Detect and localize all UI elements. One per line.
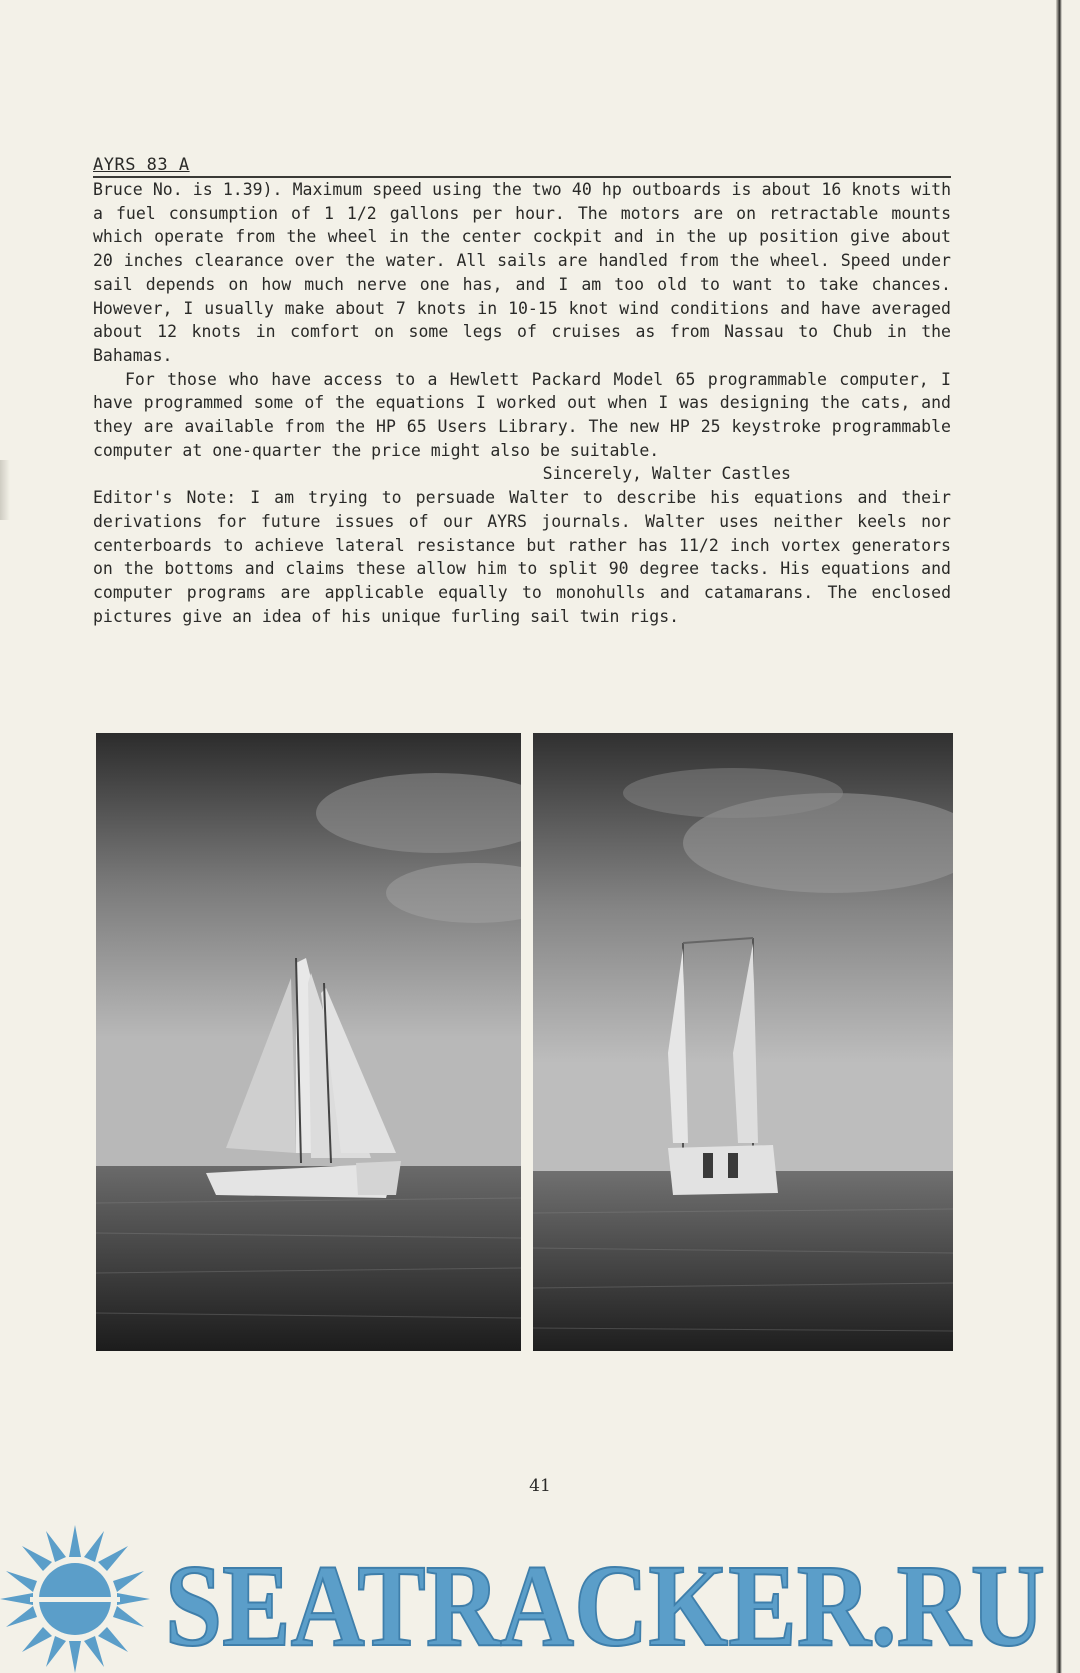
watermark-text: SEATRACKER.RU	[165, 1540, 1045, 1671]
page-number: 41	[529, 1476, 551, 1496]
page-edge	[1056, 0, 1062, 1673]
editors-note: Editor's Note: I am trying to persuade Walter to describe his equations and their derivations for future issues of our AYRS journals. Walter uses neither keels nor centerboards to achieve lateral resistance but rather has 11/2 inch vortex generators on the bottoms and claims these allow him to split 90 degree tacks. His equations and computer programs are applicable equally to monohulls and catamarans. The enclosed pictures give an idea of his unique furling sail twin rigs.	[93, 488, 951, 626]
sun-logo-icon	[0, 1525, 150, 1673]
paragraph-1: Bruce No. is 1.39). Maximum speed using the two 40 hp outboards is about 16 knots with a fuel consumption of 1 1/2 gallons per hour. The motors are on retractable mounts which operate from the wheel in the center cockpit and in the up position give about 20 inches clearance over the water. All sails are handled from the wheel. Speed under sail depends on how much nerve one has, and I am too old to want to take chances. However, I usually make about 7 knots in 10-15 knot wind conditions and have averaged about 12 knots in comfort on some legs of cruises as from Nassau to Chub in the Bahamas.	[93, 180, 951, 365]
letter-body	[93, 178, 951, 628]
watermark	[0, 1515, 1080, 1673]
photo-catamaran-side-view	[96, 733, 521, 1351]
running-header	[93, 155, 951, 178]
header-title: AYRS 83 A	[93, 155, 190, 175]
binding-mark	[0, 460, 10, 520]
photo-catamaran-stern-view	[533, 733, 953, 1351]
paragraph-2: For those who have access to a Hewlett Packard Model 65 programmable computer, I have programmed some of the equations I worked out when I was designing the cats, and they are available from the HP 65 Users Library. The new HP 25 keystroke programmable computer at one-quarter the price might also be suitable.	[93, 369, 951, 460]
signature: Sincerely, Walter Castles	[542, 464, 791, 484]
